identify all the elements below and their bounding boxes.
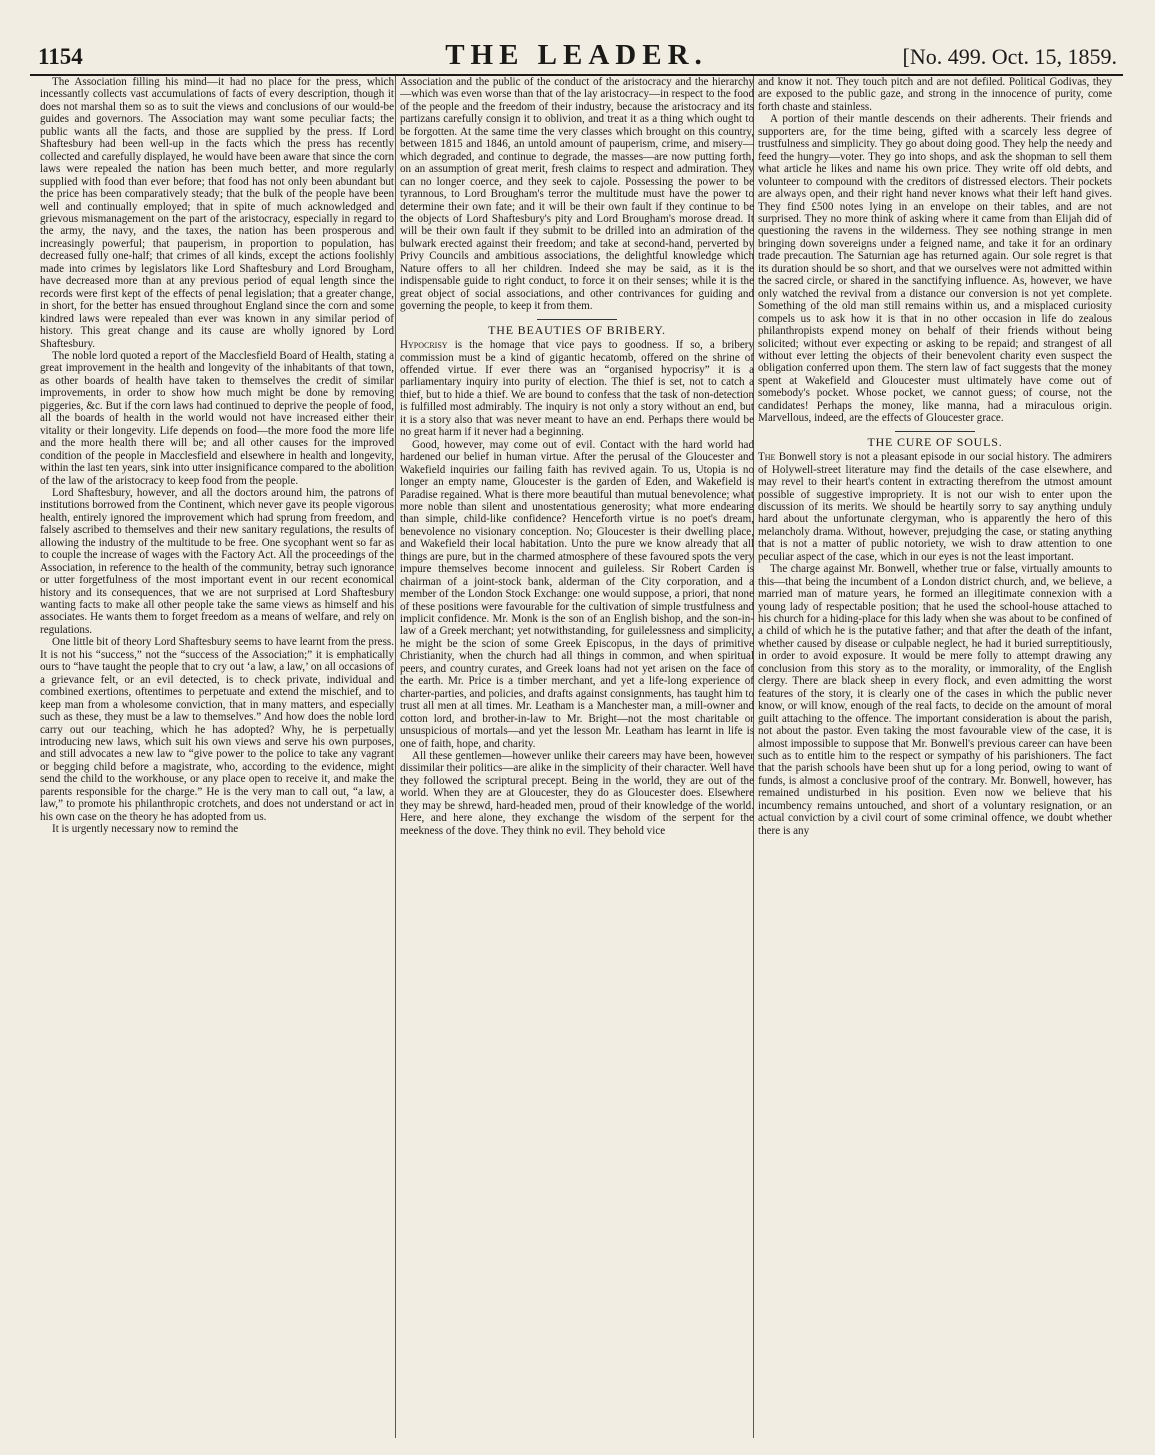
column-rule-1 [395, 76, 396, 1438]
paragraph-text: Bonwell story is not a pleasant episode in our social history. The admirers of Holywell-street literature may find the details of the case elsewhere, and may revel to their heart's content in extracting therefrom the utmost amount possible of suggestive impropriety. It is not our wish to enter upon the discussion of its merits. We should be heartily sorry to say anything unduly hard about the unfortunate clergyman, who is apparently the hero of this melancholy drama. Without, however, prejudging the case, or stating anything that is not a matter of public notoriety, we wish to draw attention to one peculiar aspect of the case, which in our eyes is not the least important. [758, 451, 1112, 563]
section-heading: THE BEAUTIES OF BRIBERY. [488, 322, 666, 337]
article-paragraph: It is urgently necessary now to remind the [52, 823, 239, 836]
section-heading: THE CURE OF SOULS. [867, 434, 1003, 449]
section-divider [895, 431, 975, 432]
column-2 [400, 76, 754, 1438]
article-paragraph: The noble lord quoted a report of the Macclesfield Board of Health, stating a great improvement in the health and longevity of the inhabitants of that town, as other boards of health have taken to themselves the credit of similar improvements, in order to show how much might be done by removing piggeries, &c. But if the corn laws had continued to deprive the people of food, all the boards of health in the world would not have increased either their vitality or their longevity. Life depends on food—the more food the more life and the more health there will be; and all other causes for the improved condition of the people in Macclesfield and elsewhere in health and longevity, within the last ten years, sink into utter insignificance compared to the abolition of the law of the aristocracy to keep food from the people. [40, 349, 394, 487]
issue-date: [No. 499. Oct. 15, 1859. [902, 44, 1117, 69]
section-divider [537, 319, 617, 320]
page-number: 1154 [38, 44, 83, 69]
article-paragraph: A portion of their mantle descends on their adherents. Their friends and supporters are, for the time being, gifted with a scarcely less degree of trustfulness and simplicity. They go about doing good. They help the needy and feed the hungry—voter. They go into shops, and ask the shopman to sell them what article he likes and name his own price. They write off old debts, and volunteer to compound with the creditors of distressed electors. Their pockets are always open, and their right hand never knows what their left hand gives. They find £500 notes lying in an envelope on their tables, and are not surprised. They no more think of asking where it came from than Elijah did of questioning the ravens in the wilderness. They see nothing strange in men bringing down sovereigns under a feigned name, and take it for an ordinary trade precaution. The Saturnian age has returned again. Our sole regret is that its duration should be so short, and that we ourselves were not admitted within the sacred circle, or shared in the sanctifying influence. As, however, we have only watched the revival from a distance our conversion is not yet complete. Something of the old man still remains within us, and a misplaced curiosity compels us to ask how it is that in no other occasion in life do zealous philanthropists expend money on behalf of their friends without being solicited; without ever expecting or asking to be repaid; and strangest of all without ever letting the objects of their benevolent charity even suspect the obligation conferred upon them. The stern law of fact suggests that the money spent at Wakefield and Gloucester must ultimately have come out of somebody's pocket. Whose pocket, we cannot guess; of course, not the candidates! Perhaps the money, like manna, had a miraculous origin. Marvellous, indeed, are the effects of Gloucester grace. [758, 113, 1112, 425]
newspaper-title: THE LEADER. [445, 39, 708, 71]
lead-word: Hypocrisy [400, 339, 448, 352]
article-paragraph [758, 451, 1112, 563]
article-paragraph: Good, however, may come out of evil. Contact with the hard world had hardened our belief in human virtue. After the perusal of the Gloucester and Wakefield inquiries our failing faith has revived again. To us, Utopia is no longer an empty name, Gloucester is the garden of Eden, and Wakefield is Paradise regained. What is there more beautiful than mutual benevolence; what more noble than silent and unostentatious generosity; what more endearing than simple, child-like confidence? Henceforth virtue is no poet's dream, benevolence no visionary conception. No; Gloucester is their dwelling place, and Wakefield their local habitation. Unto the pure we know already that all things are pure, but in the charmed atmosphere of these favoured spots the very impure themselves become innocent and guileless. Sir Robert Carden is chairman of a joint-stock bank, alderman of the City corporation, and a member of the London Stock Exchange: one would suppose, a priori, that none of these positions were favourable for the cultivation of simple trustfulness and implicit confidence. Mr. Monk is the son of an English bishop, and the son-in-law of a Greek merchant; yet notwithstanding, for guilelessness and simplicity, he might be the scion of some Greek Episcopus, in the days of primitive Christianity, when the church had all things in common, and when spiritual peers, and country curates, and Greek loans had not yet arisen on the face of the earth. Mr. Price is a timber merchant, and yet a life-long experience of charter-parties, and policies, and drafts against consignments, has taught him to trust all men at all times. Mr. Leatham is a Manchester man, a mill-owner and cotton lord, and brother-in-law to Mr. Bright—not the most charitable or unsuspicious of mortals—and yet the lesson Mr. Leatham has learnt in life is one of faith, hope, and charity. [400, 438, 754, 750]
paragraph-text: is the homage that vice pays to goodness. If so, a bribery commission must be a kind of gigantic hecatomb, offered on the shrine of offended virtue. If ever there was an “organised hypocrisy” it is a parliamentary inquiry into purity of election. The thief is set, not to catch a thief, but to hide a thief. We are bound to confess that the task of non-detection is fulfilled most admirably. The inquiry is not only a story without an end, but it is a story also that was never meant to have an end. Perhaps there would be no great harm if it never had a beginning. [400, 339, 754, 439]
article-paragraph: One little bit of theory Lord Shaftesbury seems to have learnt from the press. It is not his “success,” not the “success of the Association;” it is emphatically ours to “have taught the people that to cry out ‘a law, a law,’ on all occasions of a grievance felt, or an evil detected, is to check private, individual and combined exertions, oftentimes to perpetuate and extend the mischief, and to keep man from a wholesome conviction, that in many matters, and especially such as these, they must be a law to themselves.” And how does the noble lord carry out our teaching, which he has adopted? Why, he is perpetually introducing new laws, which suit his own views and serve his own purposes, and still advocates a new law to “give power to the police to take any vagrant or begging child before a magistrate, who, according to the evidence, might send the child to the workhouse, or any place open to receive it, and make the parents responsible for the charge.” He is the very man to call out, “a law, a law,” to promote his philanthropic crotchets, and does not understand or act in his own case on the theory he has adopted from us. [40, 636, 394, 823]
lead-word: The [758, 451, 776, 464]
column-1 [40, 76, 394, 1438]
article-paragraph: Lord Shaftesbury, however, and all the doctors around him, the patrons of institutions borrowed from the Continent, which never gave its people vigorous health, entirely ignored the improvement which had sprung from freedom, and falsely ascribed to themselves and their new sanitary regulations, the results of allowing the industry of the multitude to be free. One sycophant went so far as to couple the increase of wages with the Factory Act. All the proceedings of the Association, in reference to the health of the community, betray such ignorance or utter forgetfulness of the most important event in our recent economical history and its consequences, that we are not surprised at Lord Shaftesbury wanting facts to make all other people take the same views as himself and his associates. He wants them to forget freedom as a means of welfare, and rely on regulations. [40, 486, 394, 636]
article-paragraph [400, 339, 754, 439]
article-paragraph: All these gentlemen—however unlike their careers may have been, however dissimilar their politics—are alike in the simplicity of their character. Well have they followed the scriptural precept. Being in the world, they are out of the world. When they are at Gloucester, they do as Gloucester does. Elsewhere they may be shrewd, hard-headed men, proud of their knowledge of the world. Here, and here alone, they exchange the wisdom of the serpent for the meekness of the dove. They think no evil. They behold vice [400, 750, 754, 837]
column-3 [758, 76, 1112, 1438]
article-paragraph: The charge against Mr. Bonwell, whether true or false, virtually amounts to this—that being the incumbent of a London district church, and, we believe, a married man of mature years, he formed an illegitimate connexion with a young lady of respectable position; that he used the school-house attached to his church for a hiding-place for this lady when she was about to be confined of a child of which he is the putative father; and that after the death of the infant, whether caused by disease or culpable neglect, he had it buried surreptitiously, in order to avoid exposure. It would be mere folly to attempt drawing any conclusion from this story as to the morality, or immorality, of the English clergy. There are black sheep in every flock, and even admitting the worst features of the story, it is clearly one of the cases in which the public never know, or will know, enough of the real facts, to decide on the amount of moral guilt attaching to the offence. The important consideration is about the parish, not about the pastor. Even taking the most favourable view of the case, it is almost impossible to suppose that Mr. Bonwell's previous career can have been such as to entitle him to the respect or sympathy of his parishioners. The fact that the parish schools have been shut up for a long period, owing to want of funds, is almost a conclusive proof of the contrary. Mr. Bonwell, however, has remained undisturbed in his position. Even now we believe that his incumbency remains untouched, and short of a voluntary resignation, or an actual conviction by a civil court of some criminal offence, we doubt whether there is any [758, 563, 1112, 837]
article-paragraph: The Association filling his mind—it had no place for the press, which incessantly collects vast accumulations of facts of every description, though it does not marshal them so as to suit the views and conclusions of our would-be guides and governors. The Association may want some peculiar facts; the public wants all the facts, and those are supplied by the press. If Lord Shaftesbury had been well-up in the facts which the press has recently collected and carefully displayed, he would have been aware that since the corn laws were repealed the nation has been much better, and more regularly supplied with food than ever before; that food has not only been abundant but the price has been comparatively steady; that the bulk of the people have been well and continually employed; that in spite of much acknowledged and grievous mismanagement on the part of the aristocracy, especially in regard to the army, the navy, and the taxes, the nation has been prosperous and increasingly powerful; that pauperism, in proportion to population, has decreased fully one-half; that crimes of all kinds, except the actions foolishly made into crimes by legislators like Lord Shaftesbury and Lord Brougham, have decreased more than at any previous period of equal length since the records were first kept of the effects of penal legislation; that a greater change, in short, for the better has ensued throughout England since the corn and some kindred laws were repealed than ever was known in any similar period of history. This great change and its cause are wholly ignored by Lord Shaftesbury. [40, 76, 394, 350]
article-paragraph: Association and the public of the conduct of the aristocracy and the hierarchy—which was even worse than that of the lay aristocracy—in respect to the food of the people and the freedom of their industry, because the aristocracy and its partizans carefully consign it to oblivion, and treat it as a thing which ought to be forgotten. At the same time the very classes which brought on this country, between 1815 and 1846, an untold amount of pauperism, crime, and misery—which degraded, and continue to degrade, the masses—are now putting forth, on an assumption of great merit, fresh claims to respect and admiration. They can no longer coerce, and they seek to cajole. Possessing the power to be tyrannous, to Lord Brougham's terror the multitude must have the power to determine their own fate; and it will be their own fault if they continue to be the objects of Lord Shaftesbury's pity and Lord Brougham's morose dread. It will be their own fault if they submit to be drilled into an admiration of the bulwark erected against their freedom; and take at second-hand, perverted by Privy Councils and ambitious associations, the delightful knowledge which Nature offers to all her children. Indeed she may be said, as it is the indispensable guide to right conduct, to force it on their senses; while it is the great object of social associations, and other contrivances for guiding and governing the people, to keep it from them. [400, 76, 754, 313]
masthead [30, 38, 1123, 76]
article-paragraph: and know it not. They touch pitch and are not defiled. Political Godivas, they are exposed to the public gaze, and strong in the innocence of purity, come forth chaste and stainless. [758, 76, 1112, 113]
